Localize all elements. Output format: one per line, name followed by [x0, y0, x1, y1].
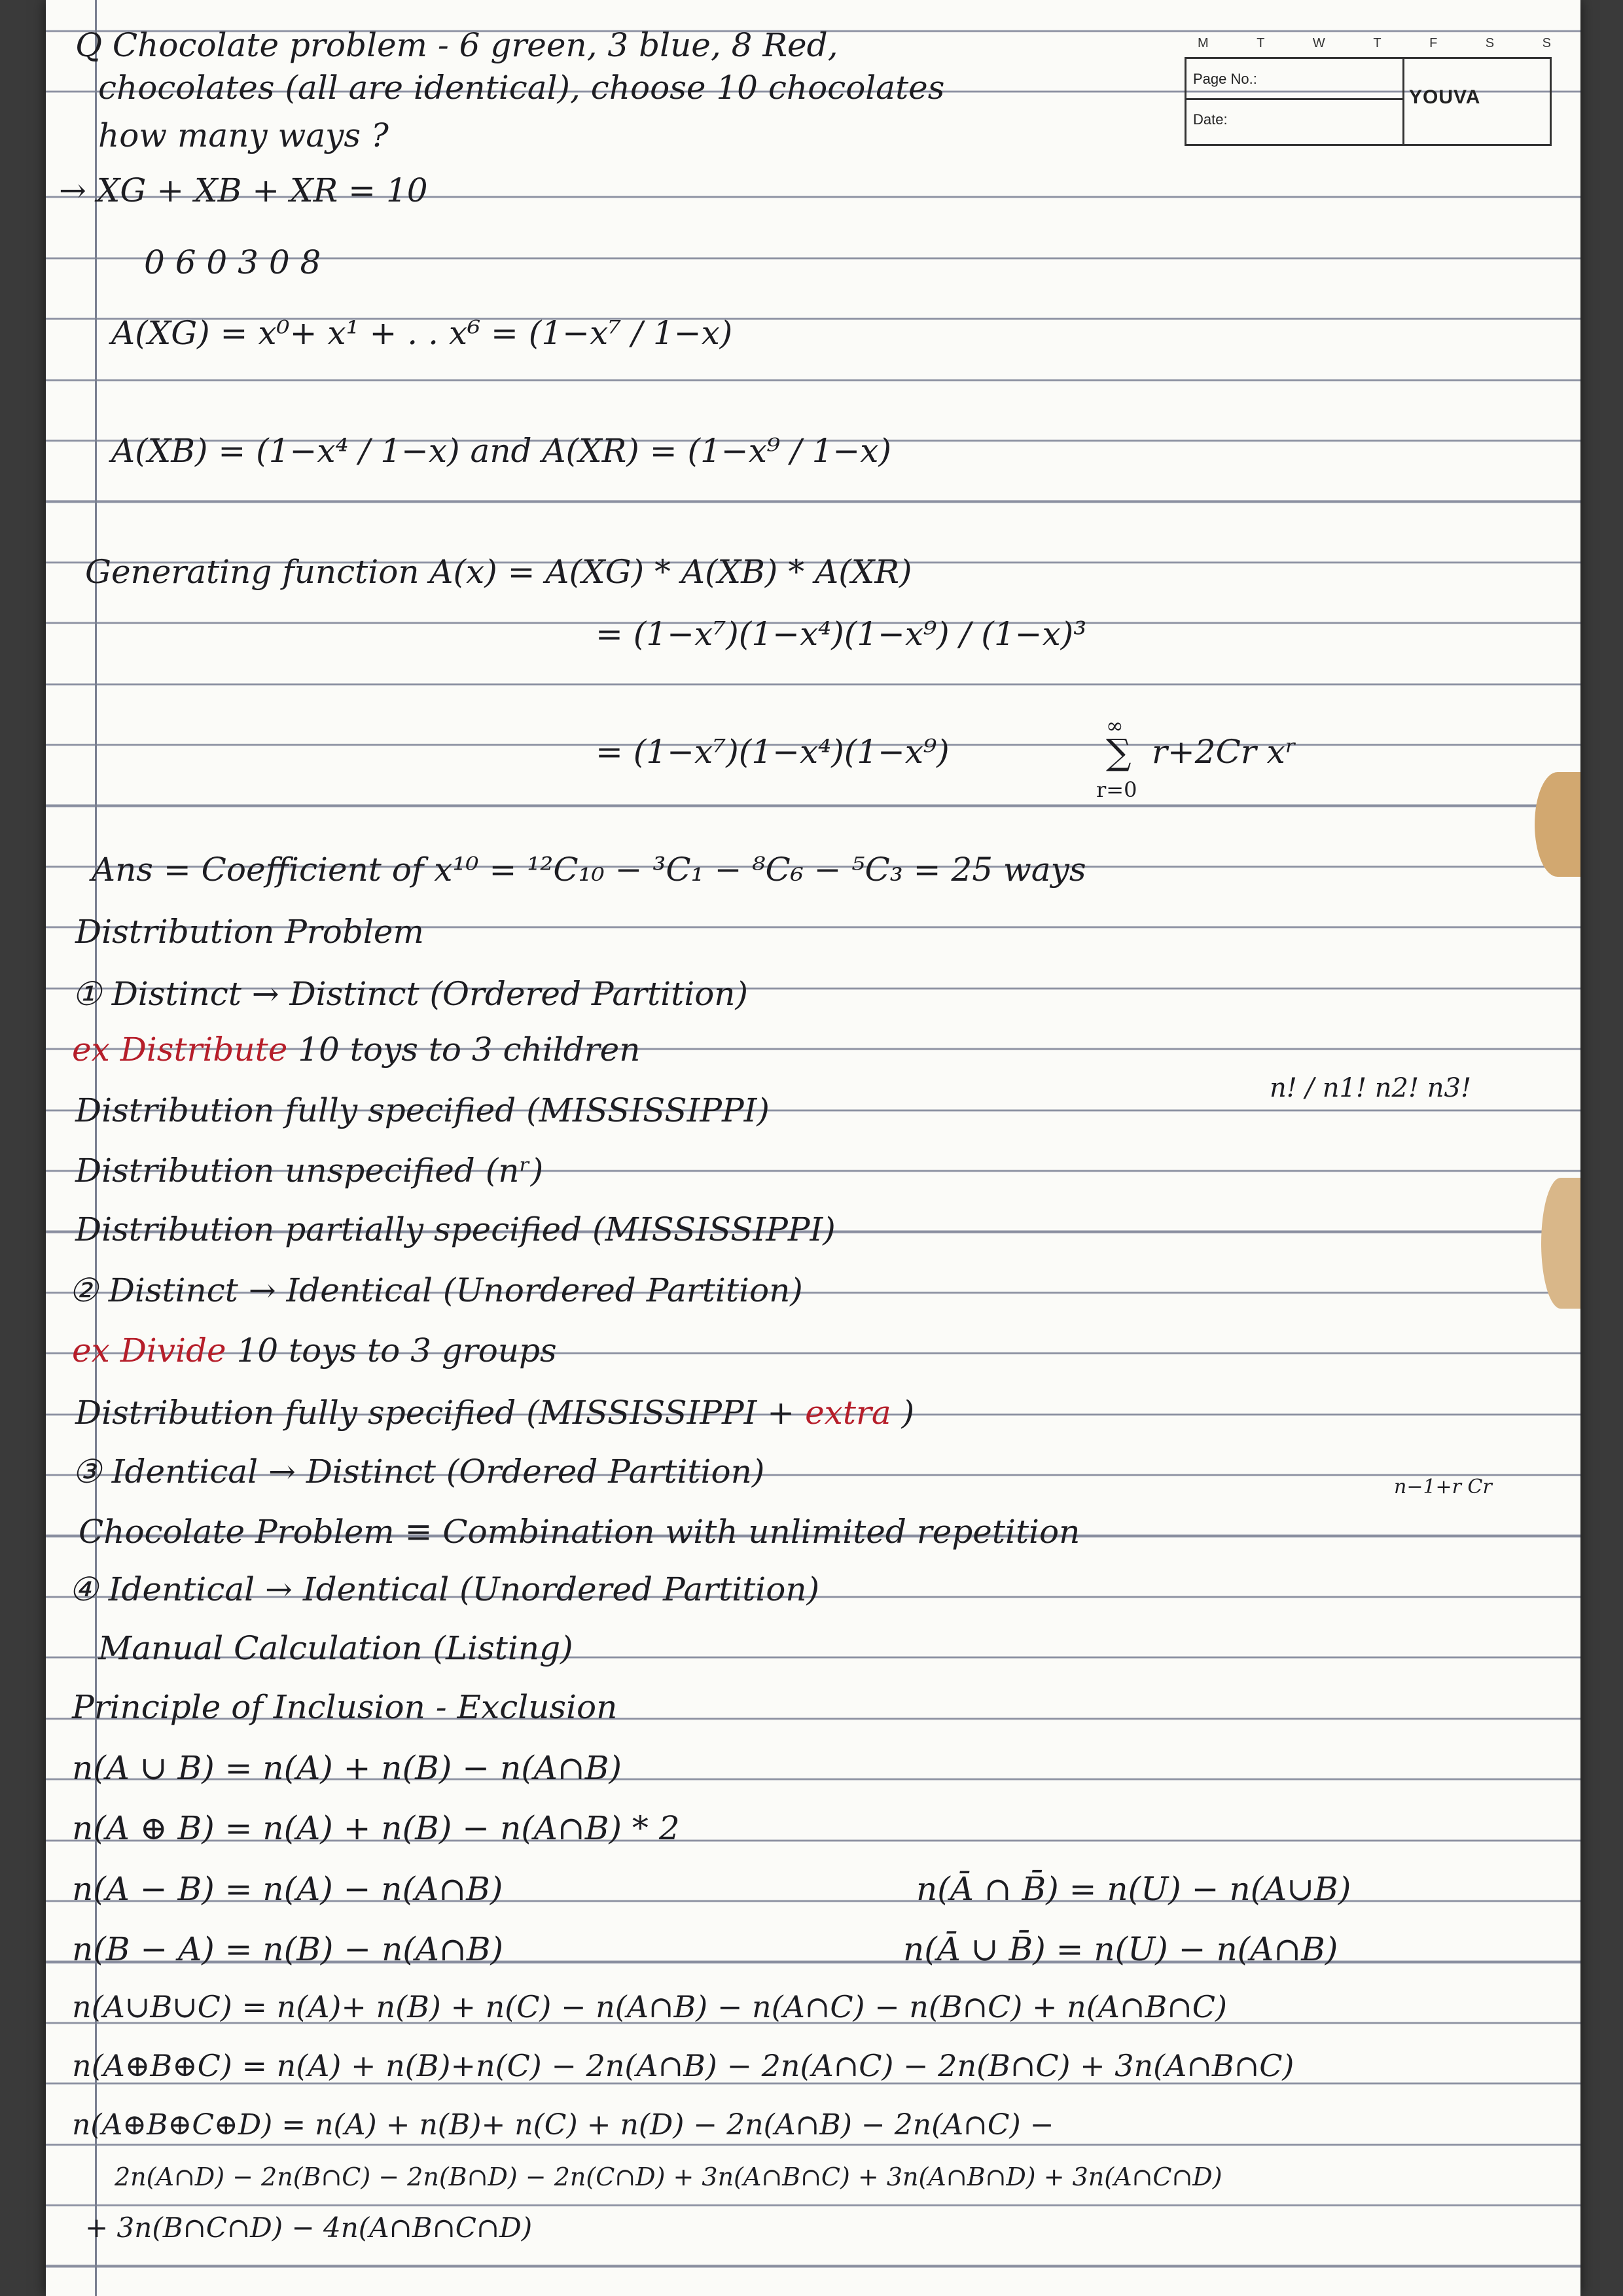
day-tue: T — [1257, 36, 1265, 50]
page-header — [1185, 36, 1551, 144]
sum-term: r+2Cr xʳ — [1152, 733, 1297, 771]
case-4-manual: Manual Calculation (Listing) — [98, 1629, 573, 1667]
formula-complement-union: n(Ā ∪ B̄) = n(U) − n(A∩B) — [903, 1930, 1338, 1968]
generating-function-1: Generating function A(x) = A(XG) * A(XB) * A(XR) — [85, 553, 912, 591]
distribution-heading: Distribution Problem — [75, 913, 424, 951]
multinomial-formula: n! / n1! n2! n3! — [1270, 1073, 1472, 1103]
sum-upper-limit: ∞ — [1106, 713, 1124, 738]
formula-union: n(A ∪ B) = n(A) + n(B) − n(A∩B) — [72, 1749, 622, 1787]
example-verb: Divide — [120, 1332, 226, 1369]
brand-logo: YOUVA — [1409, 86, 1481, 108]
example-label: ex — [72, 1332, 110, 1369]
formula-xor-four-3: + 3n(B∩C∩D) − 4n(A∩B∩C∩D) — [85, 2212, 533, 2244]
case-1-fully-specified: Distribution fully specified (MISSISSIPPI) — [75, 1091, 770, 1129]
case-2-example — [72, 1332, 557, 1369]
finger-shadow-2 — [1541, 1178, 1580, 1309]
question-line-1: Q Chocolate problem - 6 green, 3 blue, 8 Red, — [75, 26, 838, 64]
example-text: 10 toys to 3 groups — [236, 1332, 557, 1369]
page-no-label: Page No.: — [1193, 71, 1257, 87]
case-1-example — [72, 1031, 640, 1069]
meta-divider — [1186, 98, 1402, 100]
day-wed: W — [1312, 36, 1325, 50]
answer-line: Ans = Coefficient of x¹⁰ = ¹²C₁₀ − ³C₁ − ⁸C₆ − ⁵C₃ = 25 ways — [92, 851, 1086, 889]
page-meta-box — [1185, 57, 1552, 146]
combination-formula: n−1+r Cr — [1394, 1475, 1492, 1498]
finger-shadow — [1535, 772, 1580, 877]
sum-lower-limit: r=0 — [1096, 777, 1137, 802]
formula-xor-four-2: 2n(A∩D) − 2n(B∩C) − 2n(B∩D) − 2n(C∩D) + 3n(A∩B∩C) + 3n(A∩B∩D) + 3n(A∩C∩D) — [115, 2163, 1222, 2191]
generating-function-3: = (1−x⁷)(1−x⁴)(1−x⁹) — [596, 733, 950, 771]
day-fri: F — [1429, 36, 1438, 50]
question-line-2: chocolates (all are identical), choose 10 chocolates — [98, 69, 945, 107]
case-2-heading: ② Distinct → Identical (Unordered Partition) — [69, 1271, 803, 1309]
day-sat: S — [1485, 36, 1495, 50]
variable-ranges: 0 6 0 3 0 8 — [144, 243, 321, 281]
weekday-strip — [1198, 36, 1551, 54]
pie-heading: Principle of Inclusion - Exclusion — [72, 1688, 618, 1726]
case-3-heading: ③ Identical → Distinct (Ordered Partition) — [72, 1453, 765, 1491]
case-1-heading: ① Distinct → Distinct (Ordered Partition) — [72, 975, 749, 1013]
case-2-fully-specified — [75, 1394, 914, 1432]
extra-note: extra — [805, 1394, 891, 1432]
formula-xor-three: n(A⊕B⊕C) = n(A) + n(B)+n(C) − 2n(A∩B) − 2n(A∩C) − 2n(B∩C) + 3n(A∩B∩C) — [72, 2048, 1294, 2083]
example-verb: Distribute — [120, 1031, 288, 1069]
sum-sigma: ∑ — [1106, 732, 1132, 773]
formula-xor-four-1: n(A⊕B⊕C⊕D) = n(A) + n(B)+ n(C) + n(D) − 2n(A∩B) − 2n(A∩C) − — [72, 2108, 1054, 2142]
generating-function-2: = (1−x⁷)(1−x⁴)(1−x⁹) / (1−x)³ — [596, 615, 1087, 653]
case-2-fully-specified-close: ) — [901, 1394, 915, 1432]
day-sun: S — [1542, 36, 1551, 50]
question-line-3: how many ways ? — [98, 116, 389, 154]
date-label: Date: — [1193, 111, 1228, 128]
notebook-page — [46, 0, 1580, 2296]
example-text: 10 toys to 3 children — [298, 1031, 641, 1069]
equation-sum: → XG + XB + XR = 10 — [59, 171, 428, 209]
formula-xor: n(A ⊕ B) = n(A) + n(B) − n(A∩B) * 2 — [72, 1809, 680, 1847]
generating-axb-axr: A(XB) = (1−x⁴ / 1−x) and A(XR) = (1−x⁹ / 1−x) — [111, 432, 891, 470]
formula-a-minus-b: n(A − B) = n(A) − n(A∩B) — [72, 1870, 503, 1908]
generating-axg: A(XG) = x⁰+ x¹ + . . x⁶ = (1−x⁷ / 1−x) — [111, 314, 733, 352]
formula-union-three: n(A∪B∪C) = n(A)+ n(B) + n(C) − n(A∩B) − n(A∩C) − n(B∩C) + n(A∩B∩C) — [72, 1989, 1227, 2024]
example-label: ex — [72, 1031, 110, 1069]
page-meta-fields — [1186, 59, 1404, 144]
formula-b-minus-a: n(B − A) = n(B) − n(A∩B) — [72, 1930, 504, 1968]
formula-complement-intersection: n(Ā ∩ B̄) = n(U) − n(A∪B) — [916, 1870, 1351, 1908]
day-mon: M — [1198, 36, 1209, 50]
case-1-unspecified: Distribution unspecified (nʳ) — [75, 1152, 544, 1190]
case-2-fully-specified-text: Distribution fully specified (MISSISSIPPI + — [75, 1394, 795, 1432]
case-1-partially-specified: Distribution partially specified (MISSISSIPPI) — [75, 1210, 836, 1248]
case-4-heading: ④ Identical → Identical (Unordered Partition) — [69, 1570, 820, 1608]
day-thu: T — [1373, 36, 1382, 50]
case-3-chocolate: Chocolate Problem ≡ Combination with unlimited repetition — [79, 1513, 1080, 1551]
